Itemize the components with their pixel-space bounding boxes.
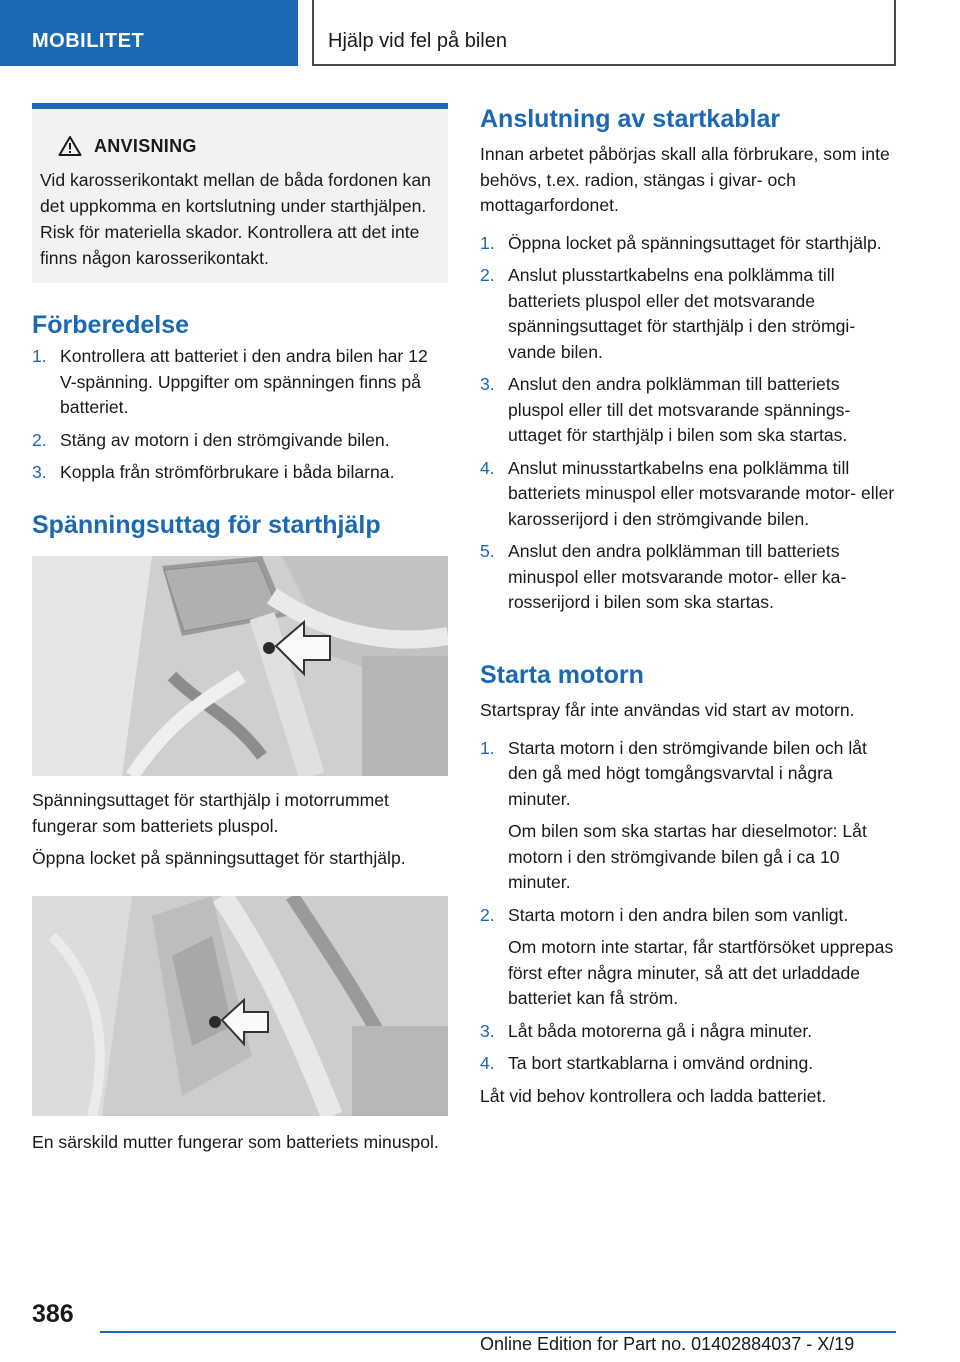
engine-bay-photo-minus <box>32 896 448 1116</box>
page-number: 386 <box>32 1300 74 1328</box>
start-heading: Starta motorn <box>480 661 644 689</box>
chapter-header <box>312 0 896 66</box>
list-item: 3. Koppla från strömförbrukare i båda bilarna. <box>32 462 395 482</box>
list-item: 2. Starta motorn i den andra bilen som vanligt. Om motorn inte startar, får startförsöket upprepas först efter några minuter, så att det urladdade batteriet kan få ström. <box>480 904 894 1008</box>
warning-triangle-icon <box>58 135 82 157</box>
list-item: 2. Anslut plusstartkabelns ena polklämma till batteriets pluspol eller det motsvarande spänningsuttaget för starthjälp i den strömgivande bilen. <box>480 265 856 362</box>
start-section <box>480 660 896 1109</box>
preparation-steps <box>32 344 448 486</box>
cables-steps <box>480 231 896 616</box>
list-item: 3. Anslut den andra polklämman till batteriets pluspol eller till det motsvarande spänningsuttaget för starthjälp i bilen som ska startas. <box>480 374 851 445</box>
socket-caption-3: En särskild mutter fungerar som batteriets minuspol. <box>32 1132 439 1152</box>
socket-section <box>32 510 448 540</box>
start-steps <box>480 736 896 1077</box>
preparation-heading: Förberedelse <box>32 311 190 339</box>
notice-box <box>32 103 448 283</box>
notice-title: ANVISNING <box>94 135 197 156</box>
section-title: MOBILITET <box>32 30 145 52</box>
list-item: 4. Ta bort startkablarna i omvänd ordning. <box>480 1053 814 1073</box>
minus-pole-illustration <box>32 896 448 1116</box>
footer-divider <box>100 1331 896 1333</box>
list-item: 2. Stäng av motorn i den strömgivande bilen. <box>32 429 390 450</box>
footer-edition: Online Edition for Part no. 01402884037 - X/19 <box>480 1334 855 1354</box>
engine-bay-illustration <box>32 556 448 776</box>
list-item: 3. Låt båda motorerna gå i några minuter. <box>480 1020 813 1041</box>
engine-bay-photo-plus <box>32 556 448 776</box>
socket-caption-2: Öppna locket på spänningsuttaget för starthjälp. <box>32 848 406 868</box>
socket-caption-1: Spänningsuttaget för starthjälp i motorrummet fungerar som batteriets pluspol. <box>32 790 389 836</box>
list-item: 5. Anslut den andra polklämman till batteriets minuspol eller motsvarande motor- eller karosserijord i bilen som ska startas. <box>480 541 847 612</box>
start-outro: Låt vid behov kontrollera och ladda batteriet. <box>480 1085 827 1106</box>
list-item: 4. Anslut minusstartkabelns ena polklämma till batteriets minuspol eller motsvarande motor- eller karosserijord i den strömgivande bilen. <box>480 457 895 529</box>
cables-heading: Anslutning av startkablar <box>480 105 781 133</box>
cables-section <box>480 104 896 623</box>
preparation-section <box>32 310 448 493</box>
section-tab <box>0 0 298 66</box>
cables-intro: Innan arbetet påbörjas skall alla förbrukare, som inte behövs, t.ex. radion, stängas i givar- och mottagarfordonet. <box>480 144 890 215</box>
chapter-title: Hjälp vid fel på bilen <box>328 30 507 52</box>
list-item: 1. Öppna locket på spänningsuttaget för starthjälp. <box>480 232 882 253</box>
notice-text: Vid karosserikontakt mellan de båda fordonen kan det uppkomma en kortslutning under starthjälpen. Risk för materiella skador. Kontrollera att det inte finns någon karosserikontakt. <box>40 170 431 268</box>
start-intro: Startspray får inte användas vid start av motorn. <box>480 700 855 720</box>
socket-heading: Spänningsuttag för starthjälp <box>32 511 381 539</box>
list-item: 1. Starta motorn i den strömgivande bilen och låt den gå med högt tomgångsvarvtal i några minuter. Om bilen som ska startas har dieselmotor: Låt motorn i den strömgivande bilen gå i ca 10 minuter. <box>480 737 867 892</box>
list-item: 1. Kontrollera att batteriet i den andra bilen har 12 V-spänning. Uppgifter om spänningen finns på batteriet. <box>32 346 428 417</box>
